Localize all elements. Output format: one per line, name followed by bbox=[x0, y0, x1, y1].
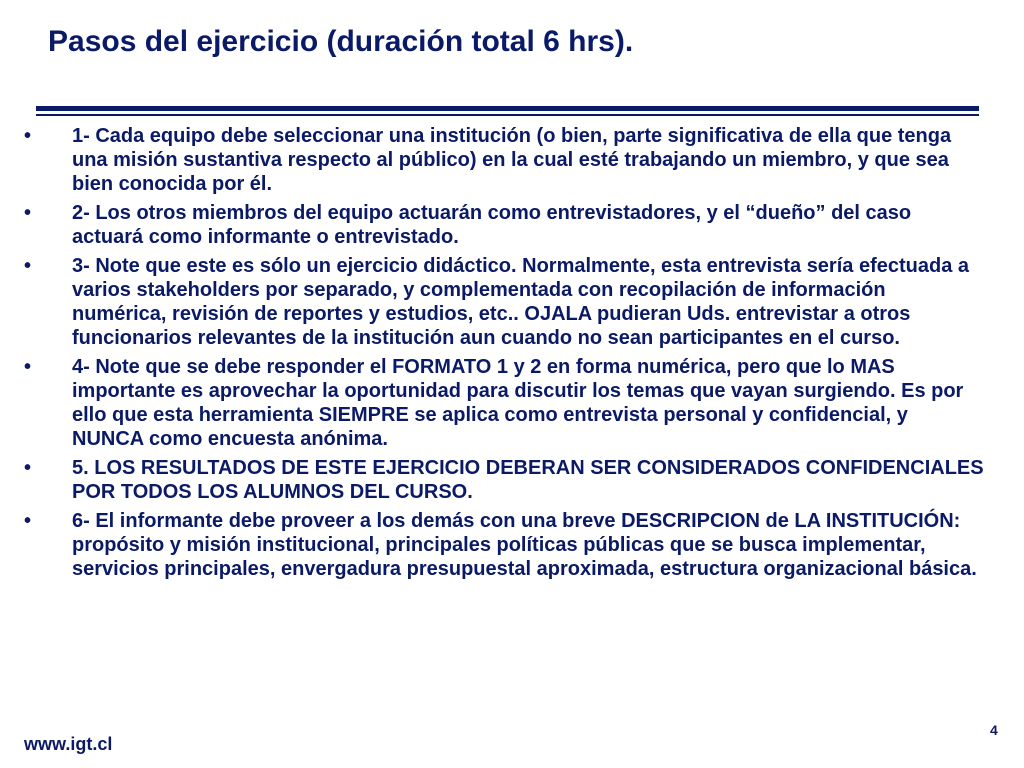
bullet-item bbox=[0, 254, 1024, 350]
bullet-dot-icon: • bbox=[24, 356, 32, 378]
bullet-item bbox=[0, 456, 1024, 504]
title-divider-thick bbox=[36, 106, 979, 111]
bullet-text: 5. LOS RESULTADOS DE ESTE EJERCICIO DEBERAN SER CONSIDERADOS CONFIDENCIALES POR TODOS LOS ALUMNOS DEL CURSO. bbox=[72, 457, 984, 503]
bullet-text: 6- El informante debe proveer a los demás con una breve DESCRIPCION de LA INSTITUCIÓN: propósito y misión institucional, principales políticas públicas que se busca implementar, servicios principales, envergadura presupuestal aproximada, estructura organizacional básica. bbox=[72, 510, 977, 580]
title-divider-thin bbox=[36, 114, 979, 116]
bullet-text: 2- Los otros miembros del equipo actuarán como entrevistadores, y el “dueño” del caso actuará como informante o entrevistado. bbox=[72, 202, 912, 248]
bullet-text: 4- Note que se debe responder el FORMATO 1 y 2 en forma numérica, pero que lo MAS importante es aprovechar la oportunidad para discutir los temas que vayan surgiendo. Es por ello que esta herramienta SIEMPRE se aplica como entrevista personal y confidencial, y NUNCA como encuesta anónima. bbox=[72, 356, 964, 450]
bullet-dot-icon: • bbox=[24, 125, 32, 147]
bullet-item bbox=[0, 355, 1024, 451]
bullet-dot-icon: • bbox=[24, 255, 32, 277]
bullet-dot-icon: • bbox=[24, 510, 32, 532]
bullet-text: 3- Note que este es sólo un ejercicio didáctico. Normalmente, esta entrevista sería efectuada a varios stakeholders por separado, y complementada con recopilación de información numérica, revisión de reportes y estudios, etc.. OJALA pudieran Uds. entrevistar a otros funcionarios relevantes de la institución aun cuando no sean participantes en el curso. bbox=[72, 255, 970, 349]
footer-website-link[interactable]: www.igt.cl bbox=[24, 734, 113, 754]
bullet-dot-icon: • bbox=[24, 457, 32, 479]
bullet-item bbox=[0, 201, 1024, 249]
bullet-text: 1- Cada equipo debe seleccionar una institución (o bien, parte significativa de ella que tenga una misión sustantiva respecto al público) en la cual esté trabajando un miembro, y que sea bien conocida por él. bbox=[72, 125, 952, 195]
bullet-item bbox=[0, 124, 1024, 196]
bullet-dot-icon: • bbox=[24, 202, 32, 224]
bullet-list bbox=[0, 124, 1024, 586]
page-number: 4 bbox=[990, 722, 998, 738]
slide-title: Pasos del ejercicio (duración total 6 hrs). bbox=[48, 25, 634, 58]
bullet-item bbox=[0, 509, 1024, 581]
